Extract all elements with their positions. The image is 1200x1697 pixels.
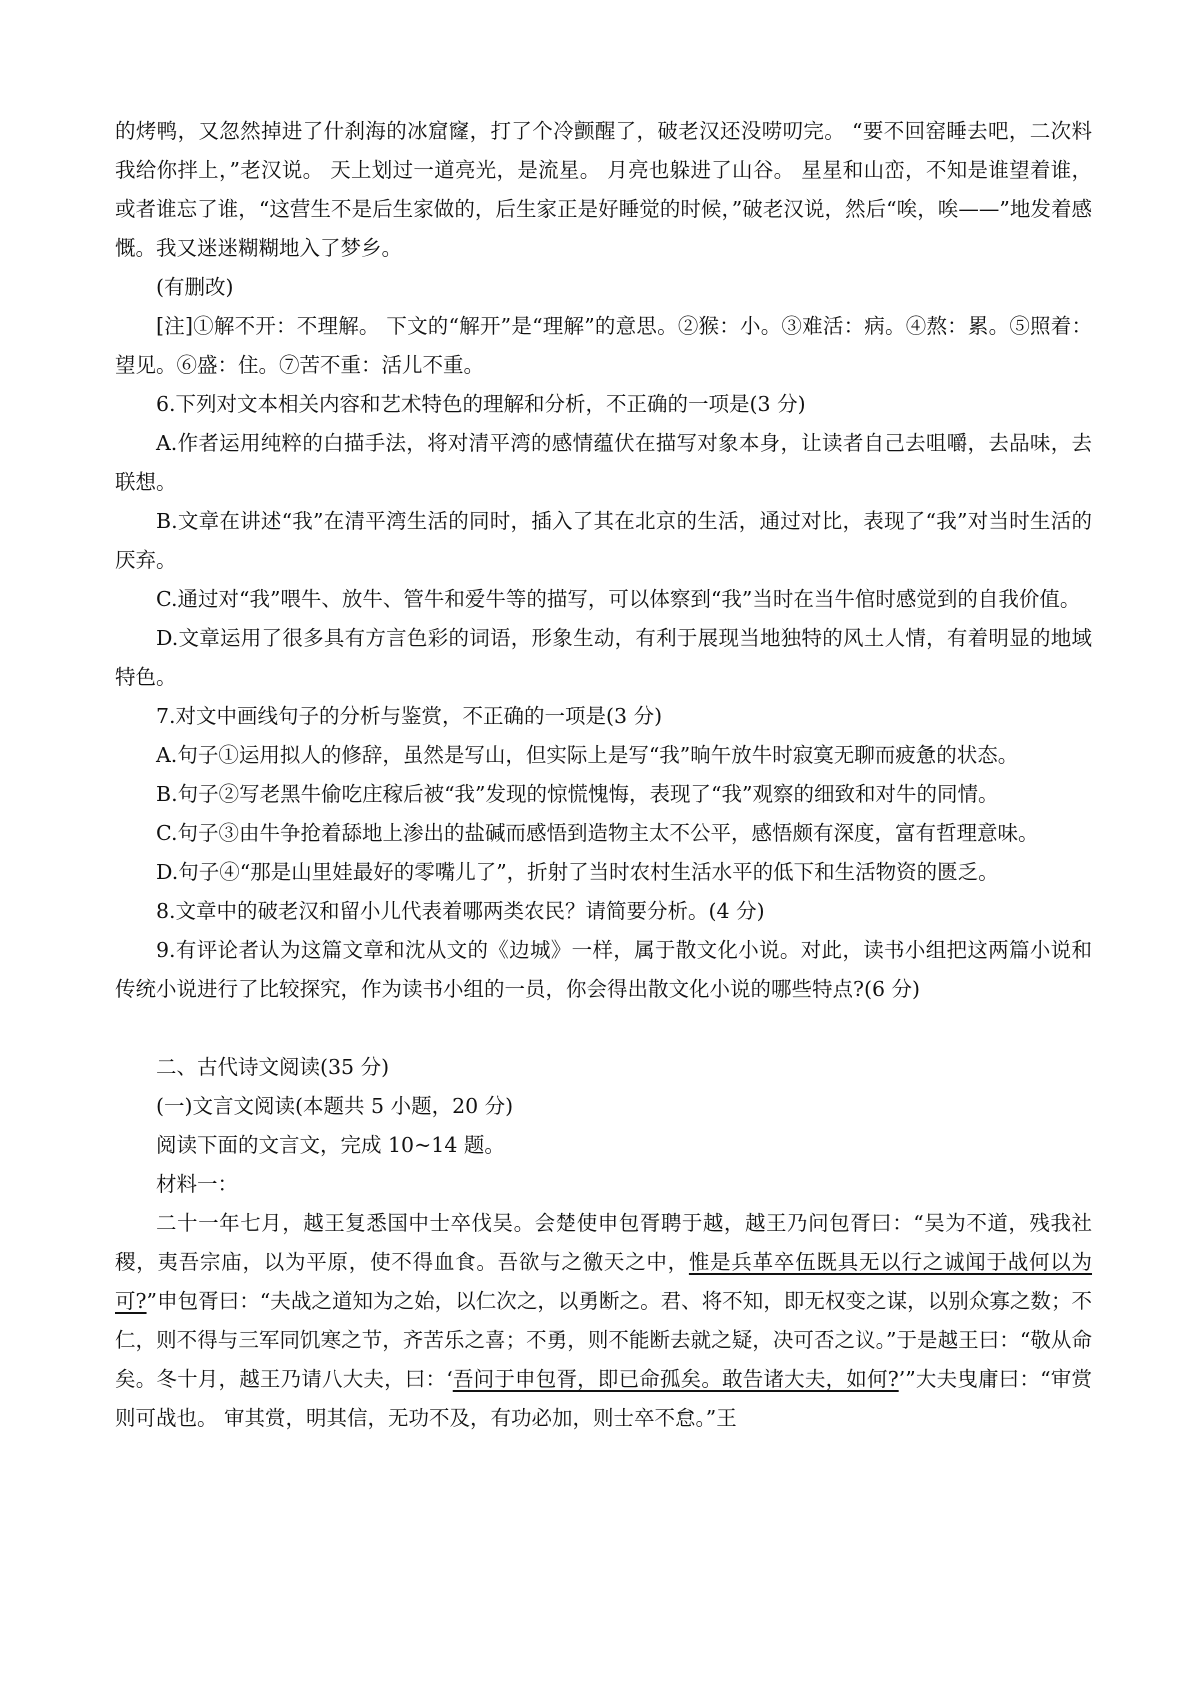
classical-text-part-3: ’”大夫曳庸曰：“审赏则可战也。 审其赏，明其信，无功不及，有功必加，则士卒不怠。”王 — [115, 1367, 1092, 1430]
section-2-instruction: 阅读下面的文言文，完成 10~14 题。 — [156, 1133, 505, 1157]
question-9: 9.有评论者认为这篇文章和沈从文的《边城》一样，属于散文化小说。对此，读书小组把这两篇小说和传统小说进行了比较探究，作为读书小组的一员，你会得出散文化小说的哪些特点?(6 分) — [115, 938, 1092, 1001]
section-2-title: 二、古代诗文阅读(35 分) — [156, 1055, 390, 1079]
underlined-sentence-2: 吾问于申包胥，即已命孤矣。敢告诸大夫，如何? — [452, 1367, 899, 1391]
underlined-sentence-1: 惟是兵革卒伍既具无以行之诚闻于战何以为可? — [115, 1250, 1093, 1313]
source-note: (有删改) — [156, 275, 234, 299]
question-6-stem: 6.下列对文本相关内容和艺术特色的理解和分析，不正确的一项是(3 分) — [156, 392, 806, 416]
footnote: [注]①解不开：不理解。 下文的“解开”是“理解”的意思。②猴：小。③难活：病。④熬：累。⑤照着：望见。⑥盛：住。⑦苦不重：活儿不重。 — [115, 314, 1092, 377]
question-7-option-d: D.句子④“那是山里娃最好的零嘴儿了”，折射了当时农村生活水平的低下和生活物资的匮乏。 — [156, 860, 999, 884]
question-7-option-b: B.句子②写老黑牛偷吃庄稼后被“我”发现的惊慌愧悔，表现了“我”观察的细致和对牛的同情。 — [156, 782, 999, 806]
passage-ending: 的烤鸭，又忽然掉进了什刹海的冰窟窿，打了个冷颤醒了，破老汉还没唠叨完。 “要不回窑睡去吧，二次料我给你拌上，”老汉说。 天上划过一道亮光，是流星。 月亮也躲进了山谷。 星星和山峦，不知是谁望着谁，或者谁忘了谁，“这营生不是后生家做的，后生家正是好睡觉的时候，”破老汉说，然后“唉，唉——”地发着感慨。我又迷迷糊糊地入了梦乡。 — [115, 119, 1092, 260]
question-6-option-b: B.文章在讲述“我”在清平湾生活的同时，插入了其在北京的生活，通过对比，表现了“我”对当时生活的厌弃。 — [115, 509, 1092, 572]
section-2-subtitle: (一)文言文阅读(本题共 5 小题，20 分) — [156, 1094, 514, 1118]
material-label: 材料一： — [156, 1172, 238, 1196]
question-7-option-a: A.句子①运用拟人的修辞，虽然是写山，但实际上是写“我”晌午放牛时寂寞无聊而疲惫的状态。 — [156, 743, 1019, 767]
classical-text — [115, 1204, 1092, 1438]
question-8: 8.文章中的破老汉和留小儿代表着哪两类农民？请简要分析。(4 分) — [156, 899, 765, 923]
question-6-option-a: A.作者运用纯粹的白描手法，将对清平湾的感情蕴伏在描写对象本身，让读者自己去咀嚼，去品味，去联想。 — [115, 431, 1092, 494]
section-gap — [115, 1009, 1092, 1048]
question-7-option-c: C.句子③由牛争抢着舔地上渗出的盐碱而感悟到造物主太不公平，感悟颇有深度，富有哲理意味。 — [156, 821, 1039, 845]
classical-text-part-1: 二十一年七月，越王复悉国中士卒伐吴。会楚使申包胥聘于越，越王乃问包胥曰：“吴为不道，残我社稷，夷吾宗庙，以为平原，使不得血食。吾欲与之徼天之中， — [115, 1211, 1092, 1274]
classical-text-part-2: ”申包胥曰：“夫战之道知为之始，以仁次之，以勇断之。君、将不知，即无权变之谋，以别众寡之数；不仁，则不得与三军同饥寒之节，齐苦乐之喜；不勇，则不能断去就之疑，决可否之议。”于是越王曰：“敬从命矣。冬十月，越王乃请八大夫，曰：‘ — [115, 1289, 1092, 1391]
question-6-option-c: C.通过对“我”喂牛、放牛、管牛和爱牛等的描写，可以体察到“我”当时在当牛倌时感觉到的自我价值。 — [156, 587, 1081, 611]
question-6-option-d: D.文章运用了很多具有方言色彩的词语，形象生动，有利于展现当地独特的风土人情，有着明显的地域特色。 — [115, 626, 1092, 689]
question-7-stem: 7.对文中画线句子的分析与鉴赏，不正确的一项是(3 分) — [156, 704, 663, 728]
